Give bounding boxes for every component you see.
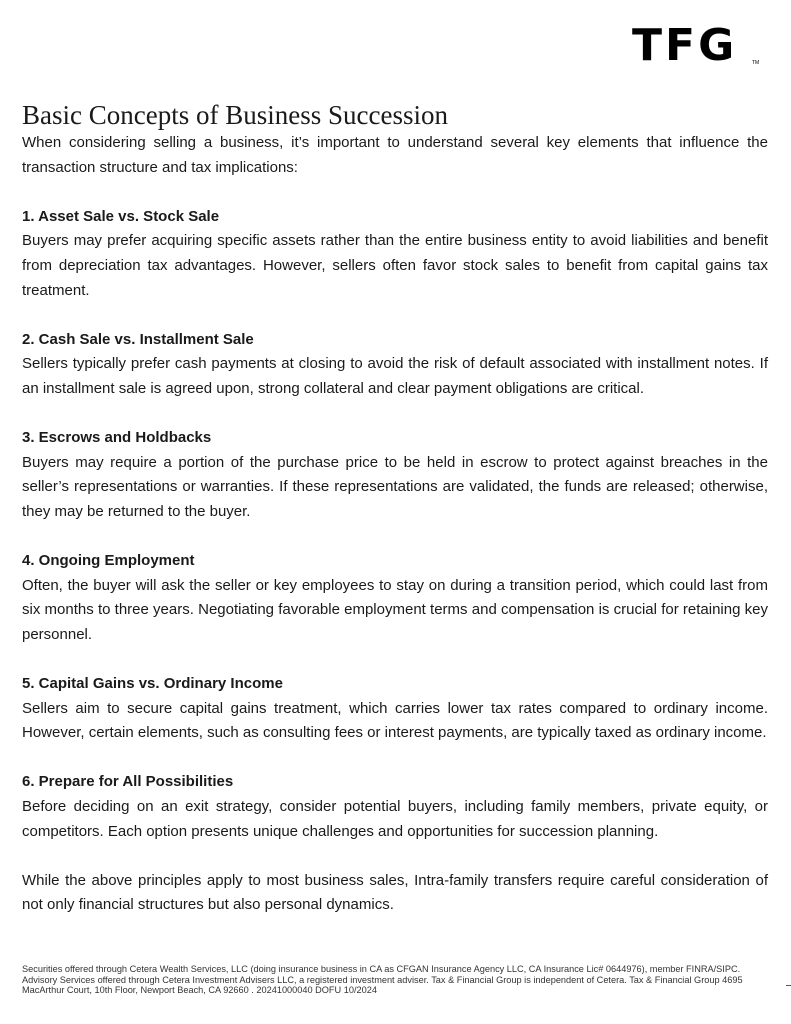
section-heading: 3. Escrows and Holdbacks (22, 429, 212, 447)
tfg-logo: TFG (632, 20, 738, 71)
closing-paragraph: While the above principles apply to most business sales, Intra-family transfers require careful consideration of not only financial structures but also personal dynamics. (22, 871, 768, 914)
section-cash-vs-installment (22, 328, 768, 402)
section-body: Buyers may require a portion of the purchase price to be held in escrow to protect against breaches in the seller’s representations or warranties. If these representations are validated, the funds are released; otherwise, they may be returned to the buyer. (22, 453, 768, 520)
document-body (22, 131, 768, 943)
section-body: Sellers typically prefer cash payments at closing to avoid the risk of default associated with installment notes. If an installment sale is agreed upon, strong collateral and clear payment obligations are critical. (22, 355, 768, 397)
section-heading: 4. Ongoing Employment (22, 552, 195, 570)
section-heading: 6. Prepare for All Possibilities (22, 773, 234, 791)
section-heading: 2. Cash Sale vs. Installment Sale (22, 330, 254, 348)
trademark-mark: TM (752, 60, 760, 66)
section-escrows-holdbacks (22, 426, 768, 524)
section-heading: 5. Capital Gains vs. Ordinary Income (22, 675, 283, 693)
disclosure-footer: Securities offered through Cetera Wealth Services, LLC (doing insurance business in CA as CFGAN Insurance Agency LLC, CA Insurance Lic# 0644976), member FINRA/SIPC. Advisory Services offered through Cetera Investment Advisers LLC, a registered investment adviser. Tax & Financial Group is independent of Cetera. Tax & Financial Group 4695 MacArthur Court, 10th Floor, Newport Beach, CA 92660 . 20241000040 DOFU 10/2024 (22, 964, 743, 996)
section-capital-gains (22, 672, 768, 746)
intro-paragraph: When considering selling a business, it’s important to understand several key elements that influence the transaction structure and tax implications: (22, 134, 768, 176)
section-body: Often, the buyer will ask the seller or key employees to stay on during a transition period, which could last from six months to three years. Negotiating favorable employment terms and compensation is crucial for retaining key personnel. (22, 576, 768, 643)
section-body: Before deciding on an exit strategy, consider potential buyers, including family members, private equity, or competitors. Each option presents unique challenges and opportunities for succession planning. (22, 798, 768, 840)
section-body: Buyers may prefer acquiring specific assets rather than the entire business entity to avoid liabilities and benefit from depreciation tax advantages. However, sellers often favor stock sales to benefit from capital gains tax treatment. (22, 232, 768, 299)
page-title: Basic Concepts of Business Succession (22, 100, 448, 130)
section-ongoing-employment (22, 549, 768, 647)
section-prepare (22, 770, 768, 844)
page-mark (786, 985, 791, 986)
section-asset-vs-stock (22, 205, 768, 303)
section-heading: 1. Asset Sale vs. Stock Sale (22, 207, 220, 225)
section-body: Sellers aim to secure capital gains treatment, which carries lower tax rates compared to ordinary income. However, certain elements, such as consulting fees or interest payments, are typically taxed as ordinary income. (22, 699, 768, 742)
